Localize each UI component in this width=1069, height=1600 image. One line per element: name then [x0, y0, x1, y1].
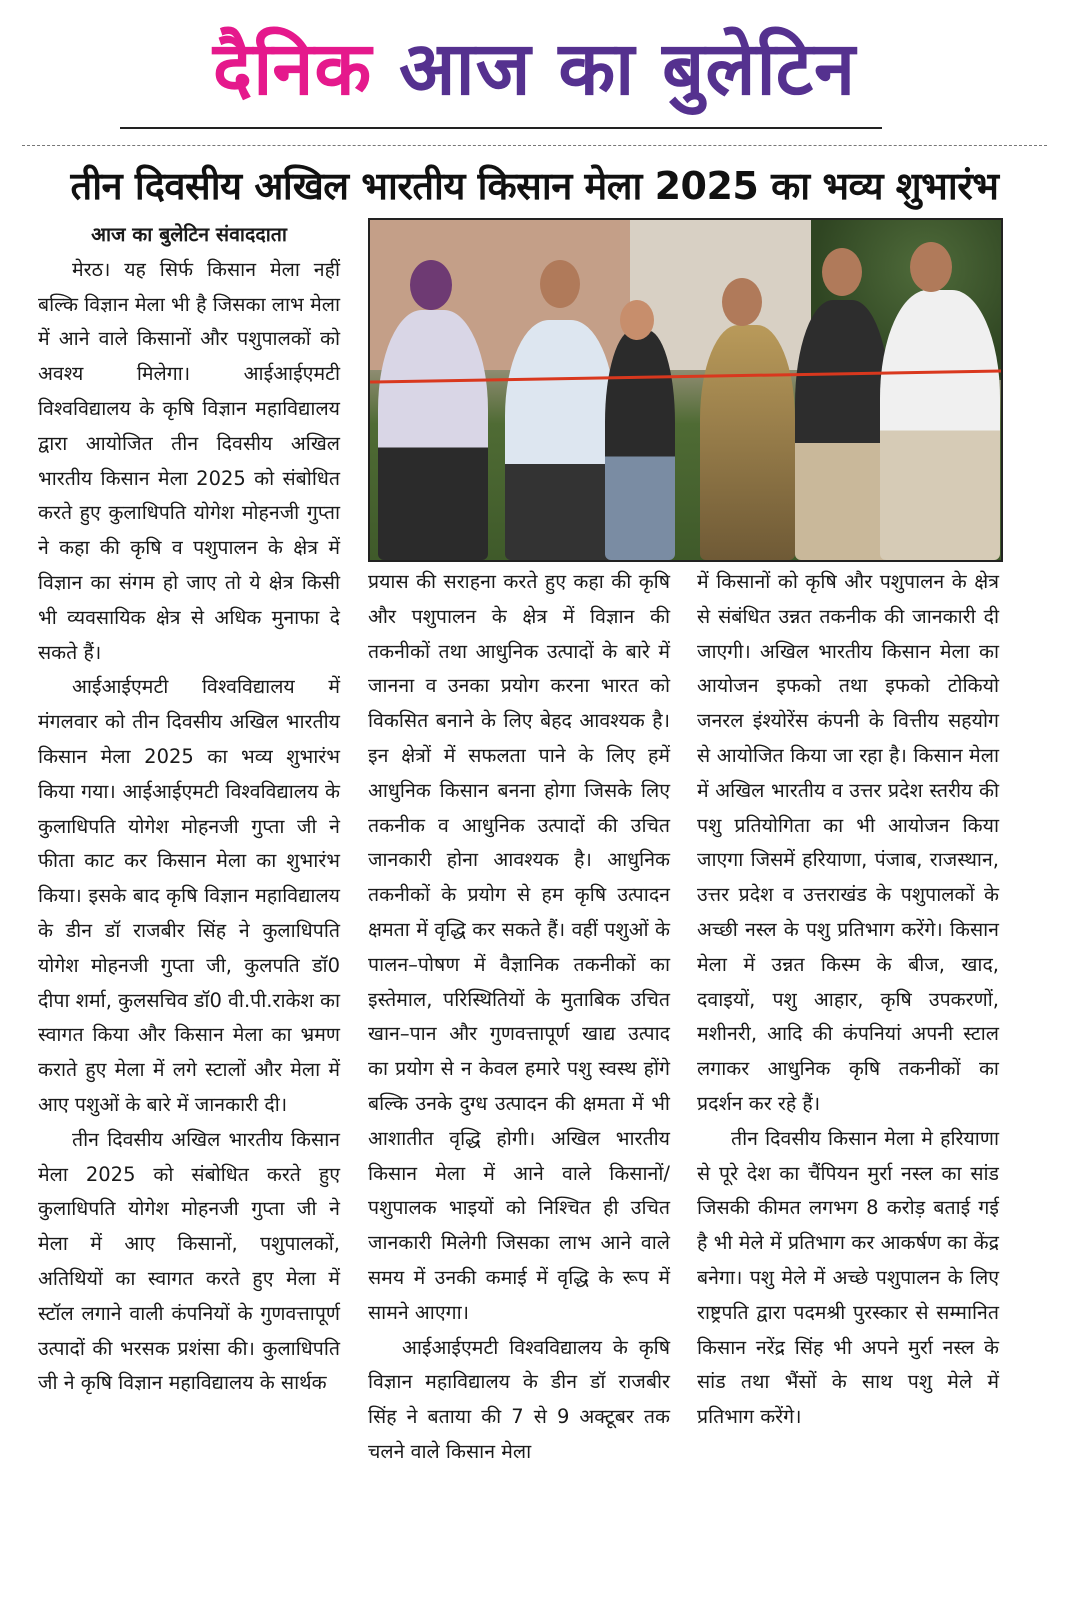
paragraph: प्रयास की सराहना करते हुए कहा की कृषि और पशुपालन के क्षेत्र में विज्ञान की तकनीकों तथा आधुनिक उत्पादों के बारे में जानना व उनका प्रयोग करना भारत को विकसित बनाने के लिए बेहद आवश्यक है। इन क्षेत्रों में सफलता पाने के लिए हमें आधुनिक किसान बनना होगा जिसके लिए तकनीक व आधुनिक उत्पादों की उचित जानकारी होना आवश्यक है। आधुनिक तकनीकों के प्रयोग से हम कृषि उत्पादन क्षमता में वृद्धि कर सकते हैं। वहीं पशुओं के पालन–पोषण में वैज्ञानिक तकनीकों का इस्तेमाल, परिस्थितियों के मुताबिक उचित खान–पान और गुणवत्तापूर्ण खाद्य उत्पाद का प्रयोग से न केवल हमारे पशु स्वस्थ होंगे बल्कि उनके दुग्ध उत्पादन की क्षमता में भी आशातीत वृद्धि होगी। अखिल भारतीय किसान मेला में आने वाले किसानों/पशुपालक भाइयों को निश्चित ही उचित जानकारी मिलेगी जिसका लाभ आने वाले समय में उनकी कमाई में वृद्धि के रूप में सामने आएगा। — [368, 570, 670, 1324]
masthead-word-dainik: दैनिक — [212, 26, 373, 112]
paragraph: में किसानों को कृषि और पशुपालन के क्षेत्र से संबंधित उन्नत तकनीक की जानकारी दी जाएगी। अखिल भारतीय किसान मेला का आयोजन इफको तथा इफको टोकियो जनरल इंश्योरेंस कंपनी के वित्तीय सहयोग से आयोजित किया जा रहा है। किसान मेला में अखिल भारतीय व उत्तर प्रदेश स्तरीय की पशु प्रतियोगिता का भी आयोजन किया जाएगा जिसमें हरियाणा, पंजाब, राजस्थान, उत्तर प्रदेश व उत्तराखंड के पशुपालकों के अच्छी नस्ल के पशु प्रतिभाग करेंगे। किसान मेला में उन्नत किस्म के बीज, खाद, दवाइयों, पशु आहार, कृषि उपकरणों, मशीनरी, आदि की कंपनियां अपनी स्टाल लगाकर आधुनिक कृषि तकनीकों का प्रदर्शन कर रहे हैं। — [697, 570, 999, 1115]
paragraph: मेरठ। यह सिर्फ किसान मेला नहीं बल्कि विज्ञान मेला भी है जिसका लाभ मेला में आने वाले किसानों और पशुपालकों को अवश्य मिलेगा। आईआईएमटी विश्वविद्यालय के कृषि विज्ञान महाविद्यालय द्वारा आयोजित तीन दिवसीय अखिल भारतीय किसान मेला 2025 को संबोधित करते हुए कुलाधिपति योगेश मोहनजी गुप्ता ने कहा की कृषि व पशुपालन के क्षेत्र में विज्ञान का संगम हो जाए तो ये क्षेत्र किसी भी व्यवसायिक क्षेत्र से अधिक मुनाफा दे सकते हैं। — [38, 257, 340, 664]
masthead-word-aaj-ka-bulletin: आज का बुलेटिन — [399, 26, 857, 112]
column-3 — [697, 565, 999, 1435]
paragraph: तीन दिवसीय अखिल भारतीय किसान मेला 2025 को संबोधित करते हुए कुलाधिपति योगेश मोहनजी गुप्ता जी ने मेला में आए किसानों, पशुपालकों, अतिथियों का स्वागत करते हुए मेला में स्टॉल लगाने वाली कंपनियों के गुणवत्तापूर्ण उत्पादों की भरसक प्रशंसा की। कुलाधिपति जी ने कृषि विज्ञान महाविद्यालय के सार्थक — [38, 1127, 340, 1395]
headline: तीन दिवसीय अखिल भारतीय किसान मेला 2025 का भव्य शुभारंभ — [70, 164, 999, 208]
paragraph: तीन दिवसीय किसान मेला मे हरियाणा से पूरे देश का चैंपियन मुर्रा नस्ल का सांड जिसकी कीमत लगभग 8 करोड़ बताई गई है भी मेले में प्रतिभाग कर आकर्षण का केंद्र बनेगा। पशु मेले में अच्छे पशुपालन के लिए राष्ट्रपति द्वारा पदमश्री पुरस्कार से सम्मानित किसान नरेंद्र सिंह भी अपने मुर्रा नस्ल के सांड तथा भैंसों के साथ पशु मेले में प्रतिभाग करेंगे। — [697, 1126, 999, 1429]
byline: आज का बुलेटिन संवाददाता — [91, 223, 287, 246]
news-photo-ribbon-cutting — [368, 218, 1003, 562]
column-2 — [368, 565, 670, 1470]
masthead — [0, 14, 1069, 124]
masthead-rule — [120, 127, 882, 129]
column-1 — [38, 218, 340, 1401]
paragraph: आईआईएमटी विश्वविद्यालय में मंगलवार को तीन दिवसीय अखिल भारतीय किसान मेला 2025 का भव्य शुभारंभ किया गया। आईआईएमटी विश्वविद्यालय के कुलाधिपति योगेश मोहनजी गुप्ता जी ने फीता काट कर किसान मेला का शुभारंभ किया। इसके बाद कृषि विज्ञान महाविद्यालय के डीन डॉ राजबीर सिंह ने कुलाधिपति योगेश मोहनजी गुप्ता जी, कुलपति डॉ0 दीपा शर्मा, कुलसचिव डॉ0 वी.पी.राकेश का स्वागत किया और किसान मेला का भ्रमण कराते हुए मेला में लगे स्टालों और मेला में आए पशुओं के बारे में जानकारी दी। — [38, 675, 340, 1116]
paragraph: आईआईएमटी विश्वविद्यालय के कृषि विज्ञान महाविद्यालय के डीन डॉ राजबीर सिंह ने बताया की 7 से 9 अक्टूबर तक चलने वाले किसान मेला — [368, 1335, 670, 1463]
dashed-divider — [22, 145, 1047, 146]
